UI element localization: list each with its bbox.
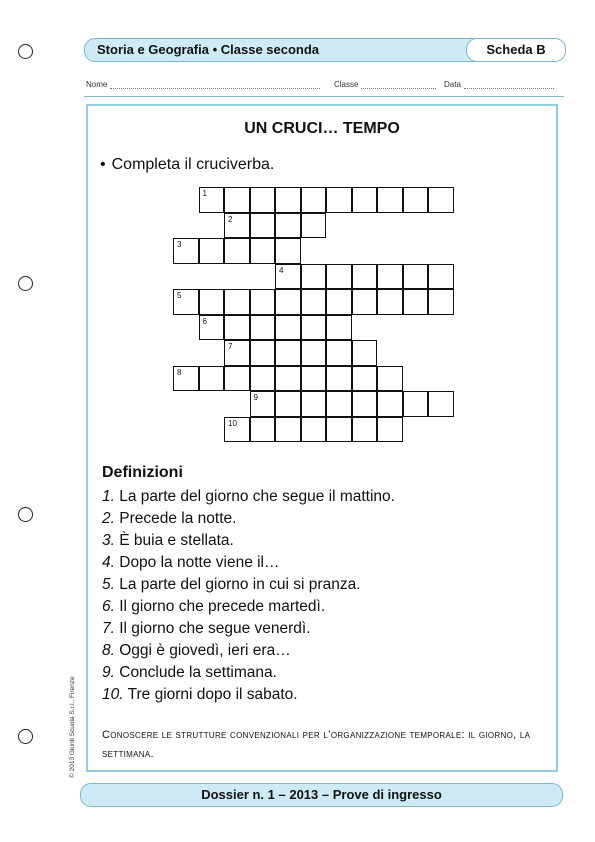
crossword-cell[interactable] [326, 289, 352, 315]
crossword-cell[interactable] [377, 391, 403, 417]
crossword-cell[interactable] [250, 366, 276, 392]
crossword-cell[interactable] [199, 238, 225, 264]
header-bar [84, 38, 566, 62]
crossword-clue-number: 1 [202, 189, 207, 198]
crossword-cell[interactable] [250, 213, 276, 239]
definition-text: È buia e stellata. [114, 532, 234, 549]
crossword-cell[interactable] [377, 289, 403, 315]
instruction-text: Completa il cruciverba. [111, 156, 275, 173]
definitions-list [102, 486, 395, 706]
copyright-notice: © 2013 Giunti Scuola S.r.l., Firenze [69, 676, 76, 778]
crossword-cell[interactable] [326, 417, 352, 443]
binder-hole-1 [18, 44, 33, 59]
crossword-cell[interactable] [275, 417, 301, 443]
definition-number: 5. [102, 576, 115, 593]
definition-number: 1. [102, 488, 115, 505]
date-blank[interactable] [464, 80, 554, 89]
crossword-cell[interactable] [403, 264, 429, 290]
crossword-cell[interactable] [301, 264, 327, 290]
definition-number: 6. [102, 598, 115, 615]
crossword-cell[interactable] [428, 264, 454, 290]
date-label: Data [444, 80, 461, 89]
crossword-cell[interactable] [301, 315, 327, 341]
definition-number: 2. [102, 510, 115, 527]
name-field [86, 80, 320, 89]
crossword-cell[interactable] [173, 238, 199, 264]
crossword-cell[interactable] [326, 391, 352, 417]
definition-item [102, 618, 395, 640]
crossword-clue-number: 2 [228, 214, 233, 224]
definition-item [102, 486, 395, 508]
definition-item [102, 640, 395, 662]
crossword-clue-number: 10 [228, 418, 237, 428]
definition-text: Conclude la settimana. [114, 664, 277, 681]
definition-item [102, 662, 395, 684]
crossword-cell[interactable] [403, 391, 429, 417]
learning-objective: Conoscere le strutture convenzionali per l’organizzazione temporale: il giorno, la settimana. [102, 729, 531, 760]
crossword-cell[interactable] [301, 340, 327, 366]
crossword-cell[interactable] [377, 264, 403, 290]
crossword-cell[interactable] [275, 289, 301, 315]
definition-text: Il giorno che segue venerdì. [114, 620, 311, 637]
footer-bar [80, 783, 563, 807]
crossword-cell[interactable] [301, 391, 327, 417]
name-label: Nome [86, 80, 108, 89]
bullet-icon: • [100, 156, 106, 173]
class-field [334, 80, 436, 89]
crossword-cell[interactable] [173, 289, 199, 315]
crossword-cell[interactable] [224, 315, 250, 341]
definition-text: La parte del giorno in cui si pranza. [114, 576, 361, 593]
binder-hole-4 [18, 729, 33, 744]
crossword-cell[interactable] [224, 366, 250, 392]
footer-text: Dossier n. 1 – 2013 – Prove di ingresso [201, 787, 442, 802]
binder-hole-2 [18, 276, 33, 291]
crossword-cell[interactable] [301, 213, 327, 239]
crossword-cell[interactable] [352, 366, 378, 392]
crossword-cell[interactable] [199, 289, 225, 315]
name-blank[interactable] [110, 80, 320, 89]
crossword-cell[interactable] [275, 366, 301, 392]
crossword-cell[interactable] [224, 213, 250, 239]
crossword-clue-number: 4 [279, 265, 284, 275]
definition-number: 7. [102, 620, 115, 637]
definition-number: 3. [102, 532, 115, 549]
crossword-cell[interactable] [224, 238, 250, 264]
definition-item [102, 508, 395, 530]
definition-text: Il giorno che precede martedì. [114, 598, 326, 615]
crossword-cell[interactable] [250, 238, 276, 264]
crossword-cell[interactable] [326, 264, 352, 290]
crossword-clue-number: 7 [228, 342, 233, 351]
crossword-cell[interactable] [326, 315, 352, 341]
crossword-cell[interactable] [275, 213, 301, 239]
crossword-cell[interactable] [275, 391, 301, 417]
crossword-cell[interactable] [377, 366, 403, 392]
crossword-cell[interactable] [428, 289, 454, 315]
crossword-cell[interactable] [326, 187, 352, 213]
crossword-cell[interactable] [199, 366, 225, 392]
crossword-clue-number: 3 [177, 240, 182, 249]
definition-item [102, 530, 395, 552]
definition-text: La parte del giorno che segue il mattino. [114, 488, 395, 505]
crossword-cell[interactable] [250, 187, 276, 213]
header-divider [84, 96, 564, 97]
crossword-clue-number: 9 [253, 393, 258, 402]
definitions-title: Definizioni [102, 464, 183, 481]
definition-number: 8. [102, 642, 115, 659]
header-title: Storia e Geografia • Classe seconda [97, 42, 320, 57]
instruction [100, 156, 274, 174]
crossword-cell[interactable] [352, 417, 378, 443]
crossword-cell[interactable] [403, 187, 429, 213]
crossword-cell[interactable] [250, 417, 276, 443]
crossword-cell[interactable] [275, 340, 301, 366]
binder-hole-3 [18, 507, 33, 522]
crossword-cell[interactable] [250, 315, 276, 341]
crossword-cell[interactable] [428, 391, 454, 417]
class-blank[interactable] [361, 80, 436, 89]
crossword-cell[interactable] [173, 366, 199, 392]
crossword-cell[interactable] [301, 417, 327, 443]
definition-item [102, 596, 395, 618]
crossword-cell[interactable] [377, 187, 403, 213]
worksheet-title: UN CRUCI… TEMPO [244, 120, 400, 137]
crossword-cell[interactable] [275, 187, 301, 213]
crossword-clue-number: 6 [202, 316, 207, 326]
crossword-cell[interactable] [250, 289, 276, 315]
definition-item [102, 552, 395, 574]
crossword-cell[interactable] [352, 289, 378, 315]
crossword-cell[interactable] [326, 340, 352, 366]
crossword-cell[interactable] [403, 289, 429, 315]
crossword-cell[interactable] [275, 315, 301, 341]
crossword-cell[interactable] [377, 417, 403, 443]
crossword-cell[interactable] [250, 391, 276, 417]
worksheet-panel [86, 104, 558, 772]
definition-number: 4. [102, 554, 115, 571]
crossword-cell[interactable] [224, 289, 250, 315]
scheda-label: Scheda B [466, 38, 566, 62]
crossword-cell[interactable] [199, 187, 225, 213]
crossword-cell[interactable] [224, 417, 250, 443]
crossword-cell[interactable] [352, 187, 378, 213]
crossword-cell[interactable] [352, 340, 378, 366]
crossword-cell[interactable] [301, 289, 327, 315]
date-field [444, 80, 554, 89]
definition-text: Dopo la notte viene il… [114, 554, 280, 571]
definition-text: Precede la notte. [114, 510, 237, 527]
definition-number: 9. [102, 664, 115, 681]
crossword-cell[interactable] [352, 264, 378, 290]
crossword-clue-number: 8 [177, 367, 182, 377]
crossword-cell[interactable] [301, 187, 327, 213]
crossword-cell[interactable] [301, 366, 327, 392]
definition-text: Oggi è giovedì, ieri era… [114, 642, 291, 659]
class-label: Classe [334, 80, 359, 89]
definition-item [102, 574, 395, 596]
crossword-clue-number: 5 [177, 291, 182, 300]
crossword-cell[interactable] [199, 315, 225, 341]
definition-number: 10. [102, 686, 124, 703]
crossword-cell[interactable] [326, 366, 352, 392]
crossword-cell[interactable] [250, 340, 276, 366]
crossword-cell[interactable] [275, 238, 301, 264]
crossword-cell[interactable] [224, 340, 250, 366]
definition-item [102, 684, 395, 706]
crossword-cell[interactable] [352, 391, 378, 417]
definition-text: Tre giorni dopo il sabato. [123, 686, 298, 703]
crossword-cell[interactable] [428, 187, 454, 213]
crossword-cell[interactable] [224, 187, 250, 213]
crossword-cell[interactable] [275, 264, 301, 290]
